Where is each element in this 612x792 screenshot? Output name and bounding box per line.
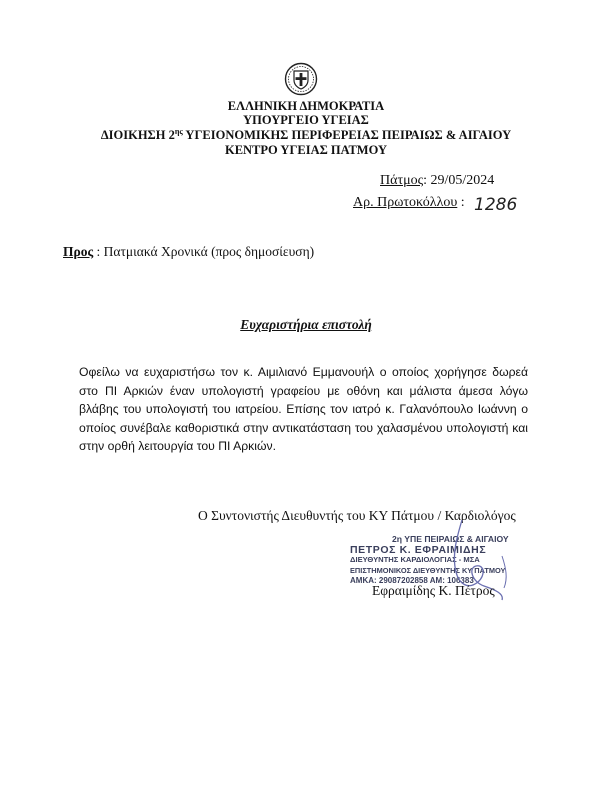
date-line — [380, 173, 494, 189]
closing-title: Ο Συντονιστής Διευθυντής του ΚΥ Πάτμου / Καρδιολόγος — [198, 508, 516, 523]
signer-name: Εφραιμίδης Κ. Πέτρος — [372, 583, 495, 598]
letter-subject: Ευχαριστήρια επιστολή — [240, 317, 372, 332]
stamp-line-region: 2η ΥΠΕ ΠΕΙΡΑΙΩΣ & ΑΙΓΑΙΟΥ — [392, 534, 509, 544]
date-value: : 29/05/2024 — [423, 173, 495, 188]
header-line-administration: ΔΙΟΙΚΗΣΗ $2^{\eta\varsigma}$ ΥΓΕΙΟΝΟΜΙΚΗΣ ΠΕΡΙΦΕΡΕΙΑΣ ΠΕΙΡΑΙΩΣ & ΑΙΓΑΙΟΥ — [100, 126, 512, 142]
stamp-line-title: ΔΙΕΥΘΥΝΤΗΣ ΚΑΡΔΙΟΛΟΓΙΑΣ - ΜΣΑ — [350, 555, 480, 565]
recipient-label: Προς — [63, 244, 94, 259]
protocol-label: Αρ. Πρωτοκόλλου — [353, 195, 458, 210]
letter-body: Οφείλω να ευχαριστήσω τον κ. Αιμιλιανό Εμμανουήλ ο οποίος χορήγησε δωρεά στο ΠΙ Αρκιών έναν υπολογιστή γραφείου με οθόνη και μάλιστα άμεσα λόγω βλάβης του υπολογιστή του ιατρείου. Επίσης τον ιατρό κ. Γαλανόπουλο Ιωάννη ο οποίος συνέβαλε καθοριστικά στην αντικατάσταση του χαλασμένου υπολογιστή και στην ορθή λειτουργία του ΠΙ Αρκιών. — [79, 365, 528, 454]
protocol-number-handwritten: 1286 — [474, 195, 518, 215]
stamp-line-ids: ΑΜΚΑ: 29087202858 ΑΜ: 106383 — [350, 576, 474, 586]
protocol-line: Αρ. Πρωτοκόλλου : — [353, 195, 465, 210]
greek-emblem-icon — [284, 62, 318, 96]
recipient-line — [63, 244, 314, 260]
date-label: Πάτμος — [380, 173, 424, 188]
header-line-health-center: ΚΕΝΤΡΟ ΥΓΕΙΑΣ ΠΑΤΜΟΥ — [224, 143, 388, 157]
header-line-republic: ΕΛΛΗΝΙΚΗ ΔΗΜΟΚΡΑΤΙΑ — [227, 99, 385, 113]
header-line-ministry: ΥΠΟΥΡΓΕΙΟ ΥΓΕΙΑΣ — [243, 113, 369, 127]
stamp-line-role: ΕΠΙΣΤΗΜΟΝΙΚΟΣ ΔΙΕΥΘΥΝΤΗΣ ΚΥ ΠΑΤΜΟΥ — [350, 565, 506, 575]
recipient-value: : Πατμιακά Χρονικά (προς δημοσίευση) — [93, 244, 315, 259]
stamp-line-name: ΠΕΤΡΟΣ Κ. ΕΦΡΑΙΜΙΔΗΣ — [350, 543, 487, 556]
